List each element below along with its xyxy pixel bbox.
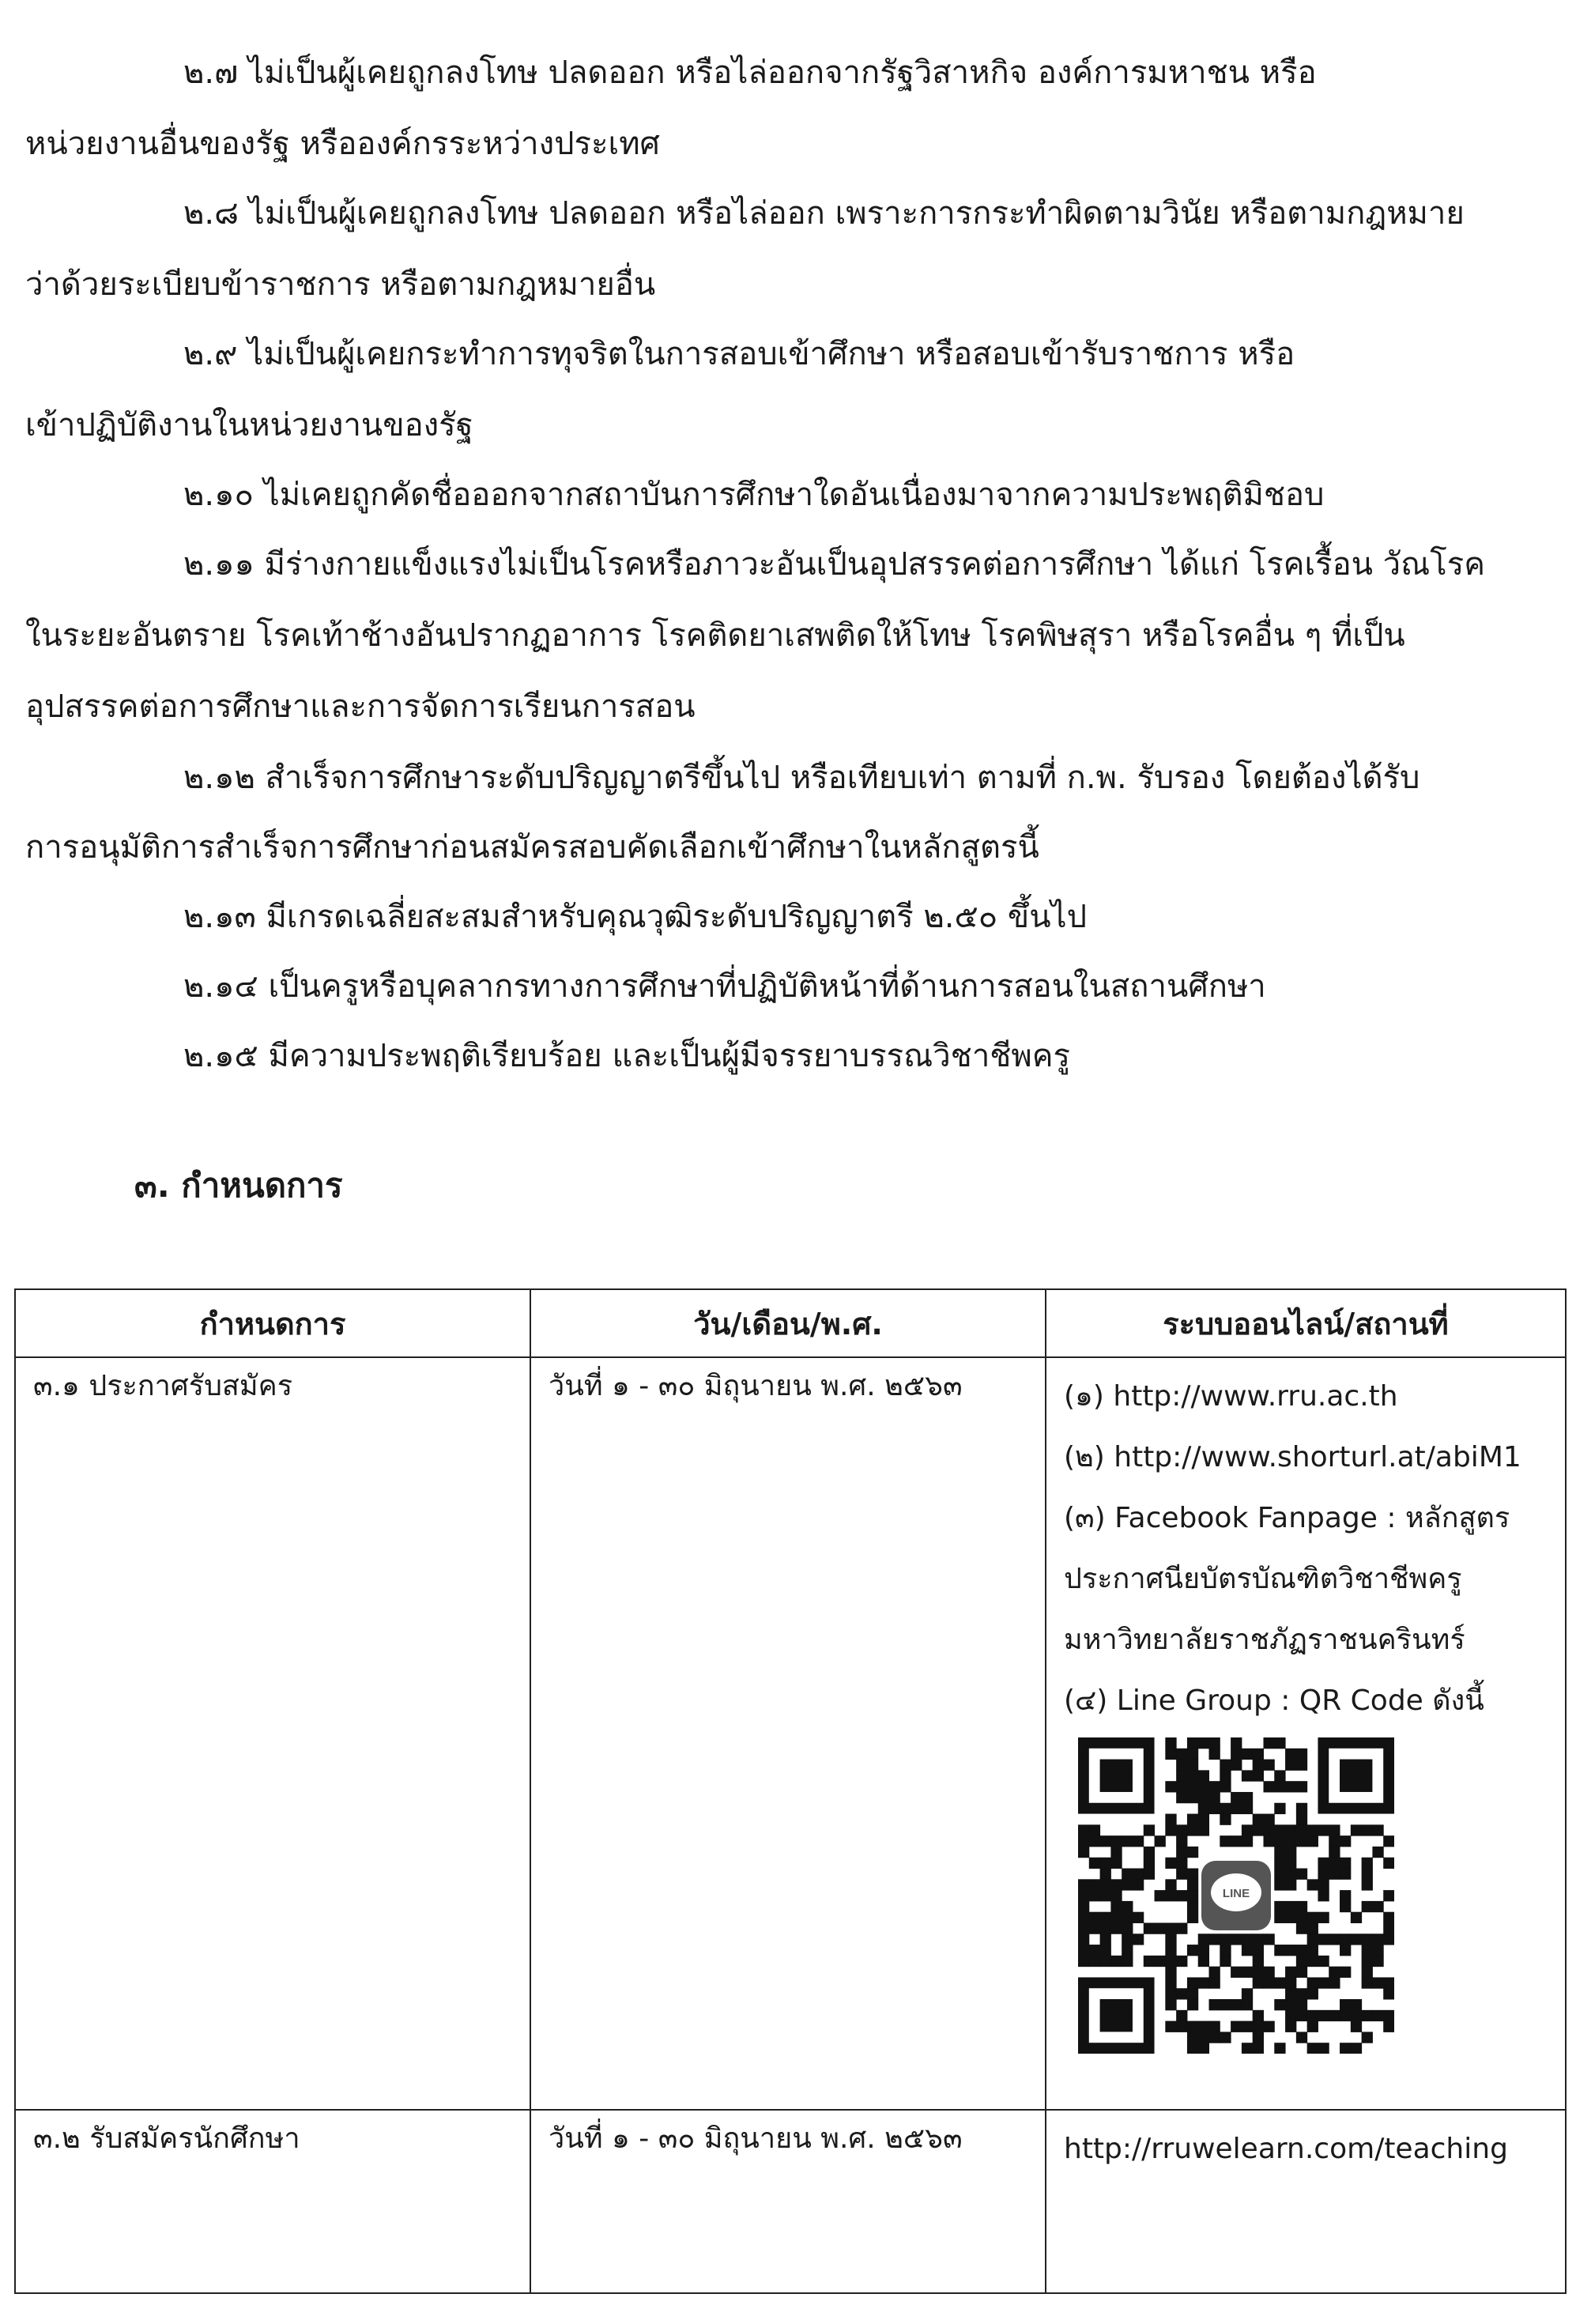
schedule-date: วันที่ ๑ - ๓๐ มิถุนายน พ.ศ. ๒๕๖๓ [549,2122,963,2155]
channel-facebook: (๓) Facebook Fanpage : หลักสูตร [1064,1502,1510,1534]
paragraph-line: อุปสรรคต่อการศึกษาและการจัดการเรียนการสอน [25,689,696,725]
paragraph-line: ๒.๗ ไม่เป็นผู้เคยถูกลงโทษ ปลดออก หรือไล่ออกจากรัฐวิสาหกิจ องค์การมหาชน หรือ [183,55,1317,91]
schedule-item: ๓.๑ ประกาศรับสมัคร [33,1370,293,1402]
channel-link-rru[interactable]: (๑) http://www.rru.ac.th [1064,1380,1398,1413]
schedule-date-cell [530,1357,1046,2110]
column-header: วัน/เดือน/พ.ศ. [530,1289,1046,1357]
table-header-row [15,1289,1566,1357]
column-header: กำหนดการ [15,1289,530,1357]
table-row [15,1357,1566,2110]
paragraph-line: ๒.๑๒ สำเร็จการศึกษาระดับปริญญาตรีขึ้นไป หรือเทียบเท่า ตามที่ ก.พ. รับรอง โดยต้องได้รับ [183,760,1420,796]
paragraph-line: หน่วยงานอื่นของรัฐ หรือองค์กรระหว่างประเทศ [25,126,660,162]
paragraph-line: ๒.๑๕ มีความประพฤติเรียบร้อย และเป็นผู้มีจรรยาบรรณวิชาชีพครู [183,1038,1071,1074]
section-heading: ๓. กำหนดการ [134,1166,343,1205]
schedule-item-cell [15,1357,530,2110]
paragraph-line: ๒.๘ ไม่เป็นผู้เคยถูกลงโทษ ปลดออก หรือไล่ออก เพราะการกระทำผิดตามวินัย หรือตามกฎหมาย [183,195,1465,232]
channel-cell [1046,1357,1566,2110]
column-header: ระบบออนไลน์/สถานที่ [1046,1289,1566,1357]
paragraph-line: ๒.๑๓ มีเกรดเฉลี่ยสะสมสำหรับคุณวุฒิระดับปริญญาตรี ๒.๕๐ ขึ้นไป [183,899,1088,935]
paragraph-line: ในระยะอันตราย โรคเท้าช้างอันปรากฏอาการ โรคติดยาเสพติดให้โทษ โรคพิษสุรา หรือโรคอื่น ๆ ที่เป็น [25,617,1405,654]
paragraph-line: ว่าด้วยระเบียบข้าราชการ หรือตามกฎหมายอื่น [25,266,656,303]
line-qr-code-icon[interactable] [1078,1737,1394,2054]
paragraph-line: การอนุมัติการสำเร็จการศึกษาก่อนสมัครสอบคัดเลือกเข้าศึกษาในหลักสูตรนี้ [25,829,1039,866]
schedule-item: ๓.๒ รับสมัครนักศึกษา [33,2122,300,2155]
schedule-item-cell [15,2110,530,2293]
table-row [15,2110,1566,2293]
paragraph-line: ๒.๑๐ ไม่เคยถูกคัดชื่อออกจากสถาบันการศึกษาใดอันเนื่องมาจากความประพฤติมิชอบ [183,477,1325,513]
paragraph-line: ๒.๙ ไม่เป็นผู้เคยกระทำการทุจริตในการสอบเข้าศึกษา หรือสอบเข้ารับราชการ หรือ [183,336,1295,372]
channel-cell [1046,2110,1566,2293]
schedule-date: วันที่ ๑ - ๓๐ มิถุนายน พ.ศ. ๒๕๖๓ [549,1370,963,1402]
channel-link-shorturl[interactable]: (๒) http://www.shorturl.at/abiM1 [1064,1441,1521,1473]
paragraph-line: ๒.๑๔ เป็นครูหรือบุคลากรทางการศึกษาที่ปฏิบัติหน้าที่ด้านการสอนในสถานศึกษา [183,968,1266,1005]
paragraph-line: ๒.๑๑ มีร่างกายแข็งแรงไม่เป็นโรคหรือภาวะอันเป็นอุปสรรคต่อการศึกษา ได้แก่ โรคเรื้อน วัณโรค [183,546,1485,583]
line-logo-icon [1201,1861,1271,1930]
channel-link-teaching[interactable]: http://rruwelearn.com/teaching [1064,2133,1508,2165]
paragraph-line: เข้าปฏิบัติงานในหน่วยงานของรัฐ [25,407,473,443]
svg-text:LINE: LINE [1222,1887,1250,1900]
channel-facebook-cont: ประกาศนียบัตรบัณฑิตวิชาชีพครู [1064,1563,1462,1595]
channel-line-group: (๔) Line Group : QR Code ดังนี้ [1064,1685,1484,1717]
schedule-date-cell [530,2110,1046,2293]
channel-facebook-cont: มหาวิทยาลัยราชภัฏราชนครินทร์ [1064,1624,1465,1656]
schedule-table [14,1288,1567,2294]
